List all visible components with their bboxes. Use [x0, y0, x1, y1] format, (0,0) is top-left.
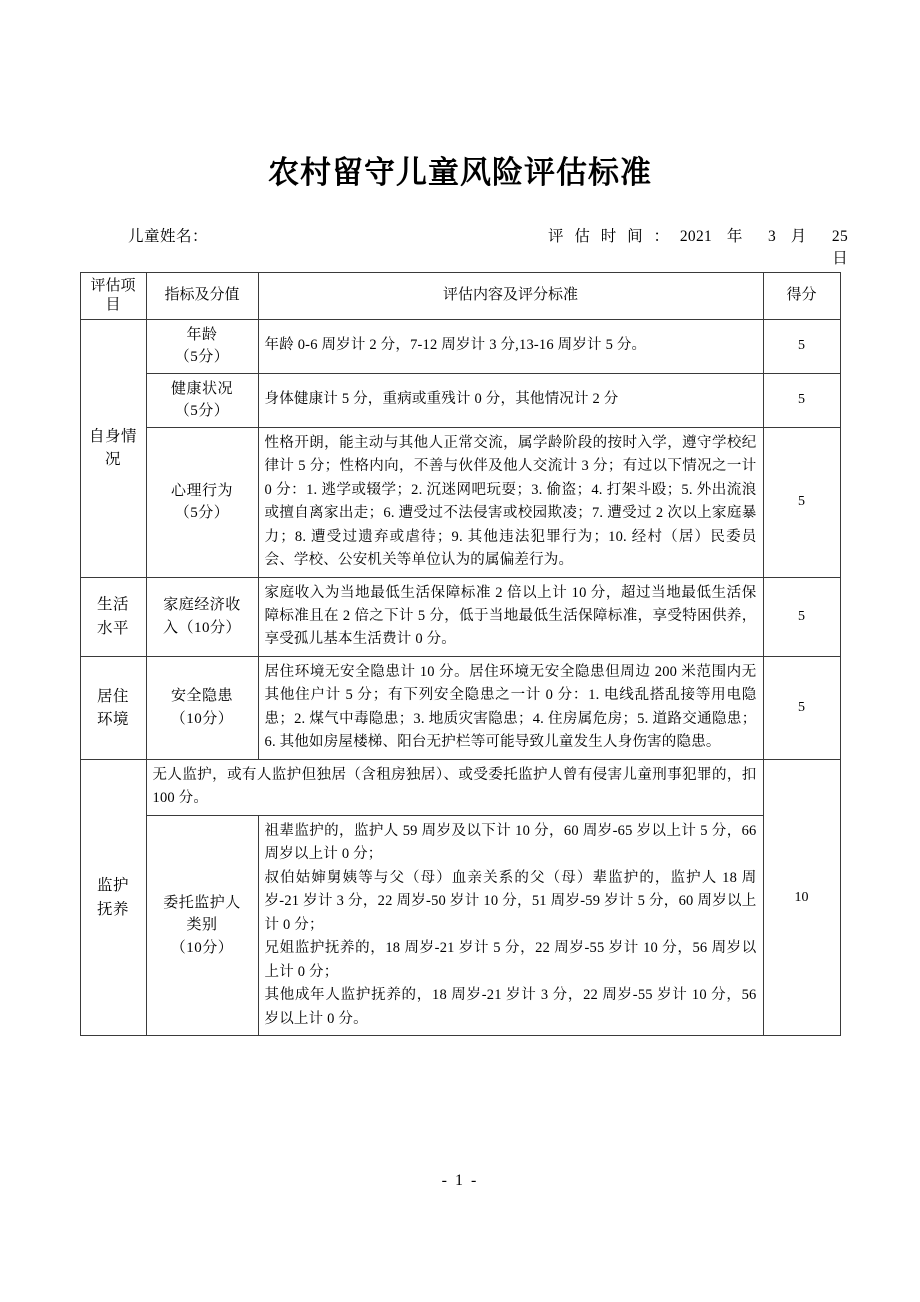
index-safety-hazard: [146, 656, 258, 759]
child-name-label: 儿童姓名：: [128, 228, 209, 246]
score-safety-hazard[interactable]: 5: [763, 656, 840, 759]
index-family-income-line2: 入（10分）: [162, 619, 241, 636]
table-row: [80, 759, 840, 815]
table-row: [80, 373, 840, 427]
category-label-line1: 居住: [96, 687, 129, 705]
category-label-line1: 生活: [96, 596, 129, 614]
category-label-line2: 水平: [96, 619, 129, 637]
index-age: [146, 319, 258, 373]
header-score: 得分: [763, 273, 840, 320]
score-family-income[interactable]: 5: [763, 577, 840, 656]
category-label: 自身情况: [88, 427, 137, 469]
table-row: [80, 427, 840, 577]
index-entrusted-line1: 委托监护人: [163, 894, 241, 911]
index-psychology: [146, 427, 258, 577]
content-entrusted-para-4: 其他成年人监护抚养的，18 周岁-21 岁计 3 分，22 周岁-55 岁计 10 分，56 岁以上计 0 分。: [264, 987, 757, 1027]
score-age[interactable]: 5: [763, 319, 840, 373]
table-row: [80, 656, 840, 759]
index-age-line2: （5分）: [174, 349, 230, 366]
index-entrusted-guardian-type: [146, 815, 258, 1035]
header-index: 指标及分值: [146, 273, 258, 320]
index-health: [146, 373, 258, 427]
content-no-guardian: 无人监护，或有人监护但独居（含租房独居）、或受委托监护人曾有侵害儿童刑事犯罪的，扣 100 分。: [146, 759, 763, 815]
table-body: [80, 319, 840, 1036]
content-entrusted-guardian-type: [258, 815, 763, 1035]
assessment-date: [548, 226, 848, 270]
category-label-line2: 抚养: [96, 900, 129, 918]
table-row: [80, 319, 840, 373]
table-row: [80, 815, 840, 1035]
index-safety-hazard-line2: （10分）: [170, 710, 234, 727]
index-entrusted-line3: （10分）: [170, 939, 234, 956]
content-age: 年龄 0-6 周岁计 2 分，7-12 周岁计 3 分,13-16 周岁计 5 分。: [258, 319, 763, 373]
index-safety-hazard-line1: 安全隐患: [170, 688, 233, 705]
assessment-date-tail: 日: [832, 250, 848, 268]
content-health: 身体健康计 5 分，重病或重残计 0 分，其他情况计 2 分: [258, 373, 763, 427]
page-title: 农村留守儿童风险评估标准: [268, 155, 652, 190]
category-living-standard: [80, 577, 146, 656]
table-row: [80, 577, 840, 656]
index-health-line2: （5分）: [174, 403, 230, 420]
score-guardianship[interactable]: 10: [763, 759, 840, 1035]
content-entrusted-para-3: 兄姐监护抚养的，18 周岁-21 岁计 5 分，22 周岁-55 岁计 10 分，56 周岁以上计 0 分；: [264, 940, 757, 980]
category-label-line2: 环境: [96, 710, 129, 728]
content-psychology: 性格开朗，能主动与其他人正常交流，属学龄阶段的按时入学，遵守学校纪律计 5 分；性格内向，不善与伙伴及他人交流计 3 分；有过以下情况之一计 0 分：1. 逃学或辍学；2. 沉迷网吧玩耍；3. 偷盗；4. 打架斗殴；5. 外出流浪或擅自离家出走；6. 遭受过不法侵害或校园欺凌；7. 遭受过 2 次以上家庭暴力；8. 遭受过遗弃或虐待；9. 其他违法犯罪行为；10. 经村（居）民委员会、学校、公安机关等单位认为的属偏差行为。: [258, 427, 763, 577]
category-living-environment: [80, 656, 146, 759]
page-number: - 1 -: [441, 1172, 479, 1189]
category-guardianship: [80, 759, 146, 1035]
score-health[interactable]: 5: [763, 373, 840, 427]
index-entrusted-line2: 类别: [186, 917, 218, 934]
content-family-income: 家庭收入为当地最低生活保障标准 2 倍以上计 10 分，超过当地最低生活保障标准且在 2 倍之下计 5 分，低于当地最低生活保障标准，享受特困供养，享受孤儿基本生活费计 0 分。: [258, 577, 763, 656]
index-psychology-line1: 心理行为: [170, 482, 233, 499]
index-family-income: [146, 577, 258, 656]
index-age-line1: 年龄: [186, 326, 218, 343]
content-safety-hazard: 居住环境无安全隐患计 10 分。居住环境无安全隐患但周边 200 米范围内无其他住户计 5 分；有下列安全隐患之一计 0 分：1. 电线乱搭乱接等用电隐患；2. 煤气中毒隐患；3. 地质灾害隐患；4. 住房属危房；5. 道路交通隐患；6. 其他如房屋楼梯、阳台无护栏等可能导致儿童发生人身伤害的隐患。: [258, 656, 763, 759]
header-content: 评估内容及评分标准: [258, 273, 763, 320]
assessment-table: [80, 272, 841, 1036]
header-item: 评估项目: [80, 273, 146, 320]
index-health-line1: 健康状况: [170, 380, 233, 397]
document-meta-row: [75, 226, 848, 272]
content-entrusted-para-1: 祖辈监护的，监护人 59 周岁及以下计 10 分，60 周岁-65 岁以上计 5 分，66 周岁以上计 0 分；: [264, 822, 757, 863]
score-psychology[interactable]: 5: [763, 427, 840, 577]
assessment-date-label: 评估时间：2021 年 3 月 25: [548, 228, 848, 246]
index-family-income-line1: 家庭经济收: [163, 597, 241, 614]
category-self-condition: [80, 319, 146, 577]
category-label-line1: 监护: [96, 877, 129, 895]
table-header: [80, 273, 840, 320]
index-psychology-line2: （5分）: [174, 505, 230, 522]
table-header-row: [80, 273, 840, 320]
content-entrusted-para-2: 叔伯姑婶舅姨等与父（母）血亲关系的父（母）辈监护的，监护人 18 周岁-21 岁计 3 分，22 周岁-50 岁计 10 分，51 周岁-59 岁计 5 分，60 周岁以上计 0 分；: [264, 869, 757, 933]
